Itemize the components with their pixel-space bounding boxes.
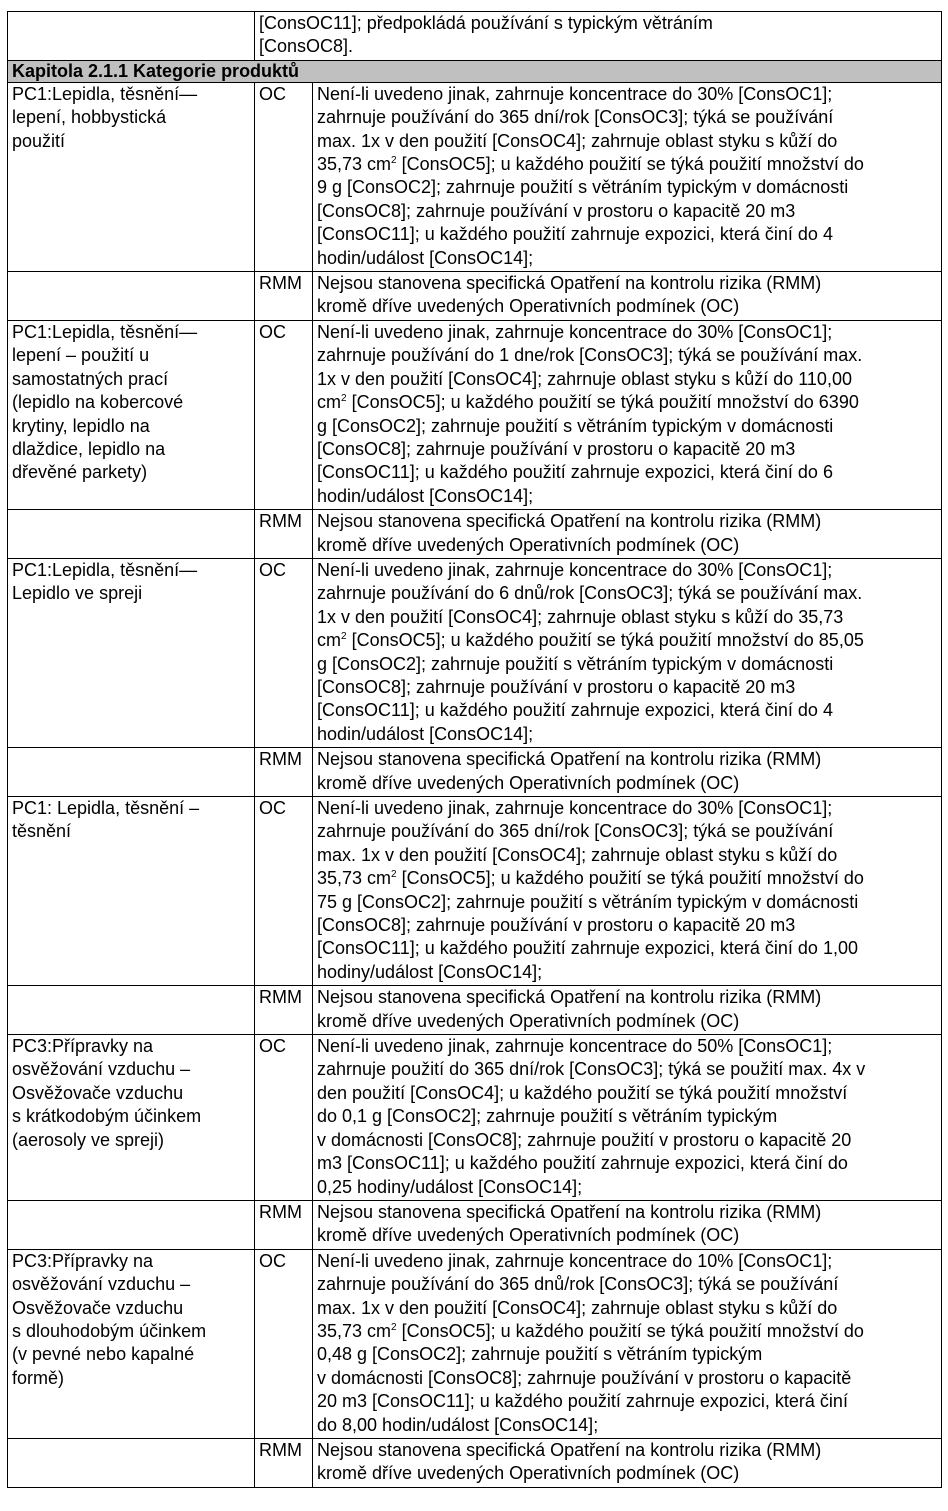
product-category-cell: PC1: Lepidla, těsnění – těsnění <box>8 797 255 986</box>
continuation-text: [ConsOC11]; předpokládá používání s typickým větráním [ConsOC8]. <box>255 12 942 61</box>
rmm-text-cell: Nejsou stanovena specifická Opatření na kontrolu rizika (RMM) kromě dříve uvedených Operativních podmínek (OC) <box>313 1200 942 1249</box>
rmm-label: RMM <box>255 510 313 559</box>
oc-label: OC <box>255 1249 313 1438</box>
empty-category-cell <box>8 748 255 797</box>
rmm-label: RMM <box>255 1438 313 1487</box>
product-category-cell: PC1:Lepidla, těsnění— lepení – použití u samostatných prací (lepidlo na kobercové krytiny, lepidlo na dlaždice, lepidlo na dřevěné parkety) <box>8 320 255 509</box>
empty-category-cell <box>8 510 255 559</box>
rmm-text-cell: Nejsou stanovena specifická Opatření na kontrolu rizika (RMM) kromě dříve uvedených Operativních podmínek (OC) <box>313 510 942 559</box>
oc-text-start: Není-li uvedeno jinak, zahrnuje koncentrace do 30% [ConsOC1]; zahrnuje používání do 1 dne/rok [ConsOC3]; týká se používání max. 1x v den použití [ConsOC4]; zahrnuje oblast styku s kůží do 110,00 cm <box>317 321 863 413</box>
oc-conditions-cell <box>313 797 942 986</box>
rmm-row <box>8 510 942 559</box>
oc-conditions-cell <box>313 82 942 271</box>
rmm-text-cell: Nejsou stanovena specifická Opatření na kontrolu rizika (RMM) kromě dříve uvedených Operativních podmínek (OC) <box>313 986 942 1035</box>
superscript-exponent: 2 <box>341 393 347 405</box>
oc-label: OC <box>255 1035 313 1201</box>
oc-row <box>8 1249 942 1438</box>
product-category-table <box>7 11 942 1488</box>
rmm-label: RMM <box>255 748 313 797</box>
oc-conditions-cell <box>313 558 942 747</box>
rmm-text-cell: Nejsou stanovena specifická Opatření na kontrolu rizika (RMM) kromě dříve uvedených Operativních podmínek (OC) <box>313 1438 942 1487</box>
oc-conditions-cell <box>313 1035 942 1201</box>
oc-label: OC <box>255 797 313 986</box>
rmm-row <box>8 1438 942 1487</box>
rmm-label: RMM <box>255 986 313 1035</box>
oc-label: OC <box>255 82 313 271</box>
oc-row <box>8 82 942 271</box>
empty-category-cell <box>8 1438 255 1487</box>
oc-text-start: Není-li uvedeno jinak, zahrnuje koncentrace do 10% [ConsOC1]; zahrnuje používání do 365 dnů/rok [ConsOC3]; týká se používání max. 1x v den použití [ConsOC4]; zahrnuje oblast styku s kůží do 35,73 cm <box>317 1250 839 1341</box>
rmm-label: RMM <box>255 272 313 321</box>
oc-text-start: Není-li uvedeno jinak, zahrnuje koncentrace do 50% [ConsOC1]; zahrnuje použití do 365 dní/rok [ConsOC3]; týká se použití max. 4x v den použití [ConsOC4]; u každého použití se týká použití množství do 0,1 g [ConsOC2]; zahrnuje použití s větráním typickým v domácnosti [ConsOC8]; zahrnuje použití v prostoru o kapacitě 20 m3 [ConsOC11]; u každého použití zahrnuje expozici, která činí do 0,25 hodiny/událost [ConsOC14]; <box>317 1036 866 1197</box>
oc-conditions-cell <box>313 1249 942 1438</box>
empty-category-cell <box>8 12 255 61</box>
rmm-label: RMM <box>255 1200 313 1249</box>
rmm-row <box>8 986 942 1035</box>
product-category-cell: PC3:Přípravky na osvěžování vzduchu – Osvěžovače vzduchu s krátkodobým účinkem (aerosoly ve spreji) <box>8 1035 255 1201</box>
product-category-cell: PC3:Přípravky na osvěžování vzduchu – Osvěžovače vzduchu s dlouhodobým účinkem (v pevné nebo kapalné formě) <box>8 1249 255 1438</box>
superscript-exponent: 2 <box>391 869 397 881</box>
superscript-exponent: 2 <box>341 631 347 643</box>
oc-label: OC <box>255 320 313 509</box>
oc-text-end: [ConsOC5]; u každého použití se týká použití množství do 9 g [ConsOC2]; zahrnuje použití s větráním typickým v domácnosti [ConsOC8]; zahrnuje používání v prostoru o kapacitě 20 m3 [ConsOC11]; u každého použití zahrnuje expozici, která činí do 4 hodin/událost [ConsOC14]; <box>317 154 864 268</box>
oc-conditions-cell <box>313 320 942 509</box>
rmm-row <box>8 272 942 321</box>
oc-row <box>8 320 942 509</box>
oc-row <box>8 558 942 747</box>
rmm-text-cell: Nejsou stanovena specifická Opatření na kontrolu rizika (RMM) kromě dříve uvedených Operativních podmínek (OC) <box>313 272 942 321</box>
oc-label: OC <box>255 558 313 747</box>
product-category-cell: PC1:Lepidla, těsnění— lepení, hobbystická použití <box>8 82 255 271</box>
rmm-text-cell: Nejsou stanovena specifická Opatření na kontrolu rizika (RMM) kromě dříve uvedených Operativních podmínek (OC) <box>313 748 942 797</box>
oc-text-end: [ConsOC5]; u každého použití se týká použití množství do 6390 g [ConsOC2]; zahrnuje použití s větráním typickým v domácnosti [ConsOC8]; zahrnuje používání v prostoru o kapacitě 20 m3 [ConsOC11]; u každého použití zahrnuje expozici, která činí do 6 hodin/událost [ConsOC14]; <box>317 392 859 506</box>
oc-text-start: Není-li uvedeno jinak, zahrnuje koncentrace do 30% [ConsOC1]; zahrnuje používání do 365 dní/rok [ConsOC3]; týká se používání max. 1x v den použití [ConsOC4]; zahrnuje oblast styku s kůží do 35,73 cm <box>317 798 838 889</box>
oc-text-end: [ConsOC5]; u každého použití se týká použití množství do 75 g [ConsOC2]; zahrnuje použití s větráním typickým v domácnosti [ConsOC8]; zahrnuje používání v prostoru o kapacitě 20 m3 [ConsOC11]; u každého použití zahrnuje expozici, která činí do 1,00 hodiny/událost [ConsOC14]; <box>317 868 864 982</box>
oc-row <box>8 1035 942 1201</box>
rmm-row <box>8 1200 942 1249</box>
oc-row <box>8 797 942 986</box>
oc-text-end: [ConsOC5]; u každého použití se týká použití množství do 85,05 g [ConsOC2]; zahrnuje použití s větráním typickým v domácnosti [ConsOC8]; zahrnuje používání v prostoru o kapacitě 20 m3 [ConsOC11]; u každého použití zahrnuje expozici, která činí do 4 hodin/událost [ConsOC14]; <box>317 630 864 744</box>
section-header-row <box>8 60 942 82</box>
empty-category-cell <box>8 272 255 321</box>
continuation-row <box>8 12 942 61</box>
empty-category-cell <box>8 1200 255 1249</box>
empty-category-cell <box>8 986 255 1035</box>
oc-text-end: [ConsOC5]; u každého použití se týká použití množství do 0,48 g [ConsOC2]; zahrnuje použití s větráním typickým v domácnosti [ConsOC8]; zahrnuje používání v prostoru o kapacitě 20 m3 [ConsOC11]; u každého použití zahrnuje expozici, která činí do 8,00 hodin/událost [ConsOC14]; <box>317 1320 864 1435</box>
rmm-row <box>8 748 942 797</box>
section-title: Kapitola 2.1.1 Kategorie produktů <box>8 60 942 82</box>
oc-text-start: Není-li uvedeno jinak, zahrnuje koncentrace do 30% [ConsOC1]; zahrnuje používání do 365 dní/rok [ConsOC3]; týká se používání max. 1x v den použití [ConsOC4]; zahrnuje oblast styku s kůží do 35,73 cm <box>317 83 838 175</box>
product-category-cell: PC1:Lepidla, těsnění— Lepidlo ve spreji <box>8 558 255 747</box>
superscript-exponent: 2 <box>391 1321 397 1333</box>
superscript-exponent: 2 <box>391 155 397 167</box>
oc-text-start: Není-li uvedeno jinak, zahrnuje koncentrace do 30% [ConsOC1]; zahrnuje používání do 6 dnů/rok [ConsOC3]; týká se používání max. 1x v den použití [ConsOC4]; zahrnuje oblast styku s kůží do 35,73 cm <box>317 559 863 651</box>
